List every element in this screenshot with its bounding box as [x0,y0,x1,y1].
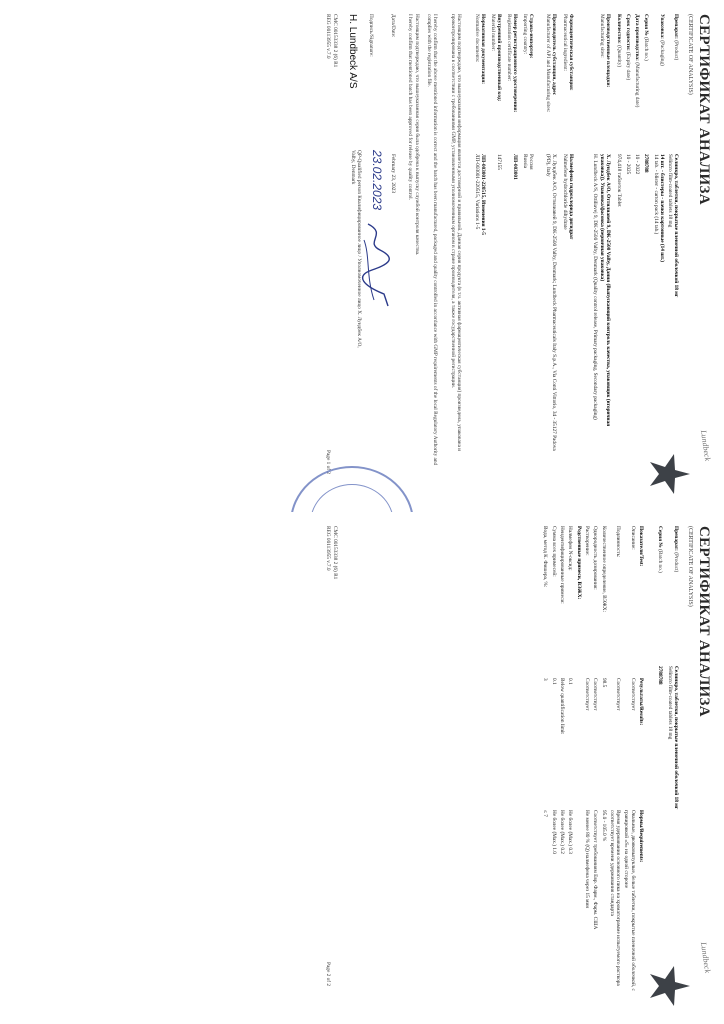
table-row: Вода, метод К. Фишера, %: 3 ≤ 7 [542,526,549,817]
date-label: Дата/Date: [390,14,396,38]
field-importing-country: Страна-импортер: Importing country: Россия Russia [521,14,534,170]
table-row: Неидентифицированные примеси: Below quantification limit Не более (Max.) 0.2 [559,526,566,854]
field-expiry-date: Срок годности: (Expiry date) 10 - 2025 [625,14,631,175]
field-material-number: Внутренний производственный код: Material number: 147155 [489,14,502,170]
footer-document-code: CMC 00153338 2 (6) R1 [332,526,338,580]
field-product: Препарат: (Product) Селинкро, таблетки, покрытые пленочной оболочкой 18 мг Selincro film-coated tablets 18 mg [666,14,679,298]
results-table [540,526,644,996]
company-name: H. Lundbeck A/S [347,14,358,89]
page-title: СЕРТИФИКАТ АНАЛИЗА [696,14,712,205]
gmp-statement-en: I hereby confirm that the above mentioned information is correct and the batch has been manufactured, packaged and quality controlled in accordance with GMP requirements of the local Regulatory Authority and complies with the registration file. [425,14,438,466]
page-number: Page 1 of 2 [325,450,331,474]
qualified-person-note: QP-Qualified person Квалифицированное лицо / Уполномоченное лицо Х. Лундбек А/О, Valby, Denmark [349,150,362,348]
certificate-page-2 [0,512,724,1024]
field-batch: Серия № (Batch no.) 2788788 [643,14,649,173]
field-registration-number: Номер регистрационного удостоверения: Registration certificate number: ЛП-003001 [505,14,518,180]
handwritten-signature-icon [358,220,394,310]
field-normative-documents: Нормативная документация: Normative documents: ЛП-003001-220515, Изменения 1-5 ЛП-003001-220515, Variations 1-5 [473,14,486,235]
handwritten-date: 23.02.2023 [370,150,384,211]
footer-registration-ref: REG 00113955 v.7.0 [325,526,331,571]
page-title: СЕРТИФИКАТ АНАЛИЗА [696,526,712,717]
table-row: Подлинность: Соответствует Время удерживания основного пика на хроматограмме испытуемого раствора соответствует времени удерживания стандарта [608,526,622,986]
field-api-manufacturer: Производитель субстанции, адрес Manufacturer of API and Manufacturing sites: Х. Лундбек А/О, Оттилиавей 9, DK-2500 Valby, Denmark; Lundbeck Pharmaceuticals Italy S.p.A., Via Conti Vittorio, 34 - 35127 Padova (PD), Italy [544,14,557,451]
footer-document-code: CMC 00153338 2 (6) R1 [332,14,338,68]
table-row: Растворение: Соответствует Не менее 80 % (Q) налмефена через 15 мин [583,526,590,909]
table-row: Налмефен N-оксид: 0.1 Не более (Max.) 0.3 [567,526,574,854]
page-subtitle: (CERTIFICATE OF ANALYSIS) [687,14,693,95]
page-number: Page 2 of 2 [325,962,331,986]
field-packaging: Упаковка: (Packaging) 14 шт. - блистеры - пачки картонные (14 шт.) 14 tab. - blister - carton pack (14 tab.) [652,14,665,263]
date-value: February 23, 2023 [390,154,396,193]
gmp-statement-ru: Настоящим подтверждаю, что вышеуказанная информация является достоверной и правильной. Данная серия продукта (в т.ч. активная фармацевтическая субстанция) произведена, упакована и проконтролирована в соответствии с требованиями GMP, установленными уполномоченным органом в стране производителя, а также государственной регистрации. [449,14,462,452]
table-row: Сумма всех примесей: 0.1 Не более (Max.) 1.0 [550,526,557,854]
table-row: Количественное определение, ВЭЖХ: 98.5 95.0 - 105.0 % [600,526,607,842]
field-pharmaceutical-ingredient: Фармацевтическая субстанция: Pharmaceutical ingredient: Налмефена гидрохлорида дигидрат Nalmefene hydrochloride dihydrate [561,14,574,240]
table-row: Однородность дозирования: Соответствует Соответствует требованиям Евр. Фарм., Фарм. США [592,526,599,930]
table-row: Описание: Соответствует Овальные, двояковыпуклые, белые таблетки, покрытые пленочной оболочкой, с гравировкой «S» на одной стороне [623,526,636,991]
footer-registration-ref: REG 00113955 v.7.0 [325,14,331,59]
page-subtitle: (CERTIFICATE OF ANALYSIS) [687,526,693,607]
table-header: Показатели/Test: Результаты/Results: Нормы/Requirements: [638,526,644,863]
table-row: Родственные примеси, ВЭЖХ: [575,526,582,600]
lundbeck-logo: Lundbeck [698,429,713,462]
starfish-logo-icon [648,964,692,1008]
field-manufacturing-sites: Производственные площадки: Manufacturing sites: Х. Лундбек А/О, Оттилиавей 9, DK-2500 Valby, Дания (Выпускающий контроль качества, упаковщик (вторичная упаковка)). Упаковка/фасовка (первичная упаковка) H. Lundbeck A/S, Ottiliavej 9, DK-2500 Valby, Denmark (Quality control release, Primary packaging, Secondary packaging) [592,14,611,427]
field-quantity: Количество: (Quantity) 974,418 таблеток Tablet [616,14,622,207]
release-statement-en: I hereby confirm that mentioned batch has been approved for release by quality control. [407,14,413,200]
field-product: Препарат: (Product) Селинкро, таблетки, покрытые пленочной оболочкой 18 мг Selincro film-coated tablets 18 mg [666,526,679,810]
signature-label: Подпись/Signature: [368,14,374,57]
starfish-logo-icon [648,452,692,496]
lundbeck-logo: Lundbeck [698,941,713,974]
field-batch: Серия № (Batch no.) 2788788 [657,526,663,685]
field-manufacturing-date: Дата производства: (Manufacturing date) 10 - 2022 [634,14,640,175]
release-statement-ru: Настоящим подтверждаю, что вышеуказанная серия была одобрена к выпуску службой контроля качества. [414,14,420,256]
